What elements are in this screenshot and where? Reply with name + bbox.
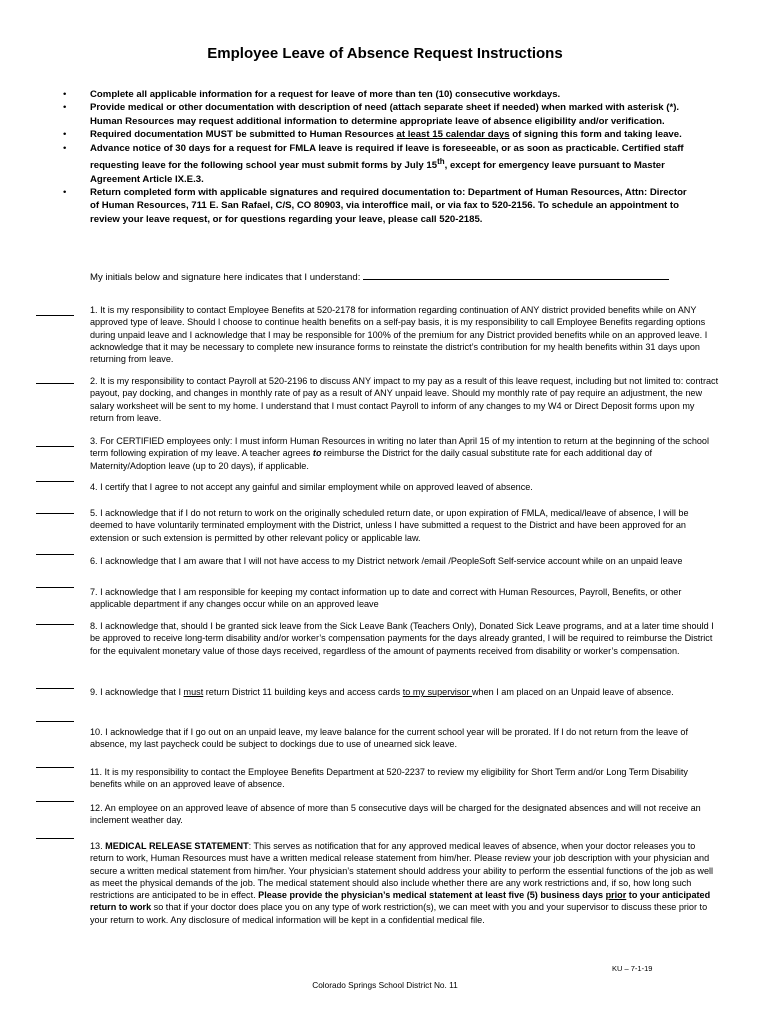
acknowledgement-10: 10. I acknowledge that if I go out on an unpaid leave, my leave balance for the current school year will be prorated. If I do not return from the leave of absence, my last paycheck could be subject to dockings due to use of unearned sick leave. xyxy=(90,727,689,750)
ack-text: so that if your doctor does place you on any type of work restriction(s), we can meet with you and your supervisor to discuss these prior to your return to work. Any disclosure of medical information will be kept in a confidential medical file. xyxy=(90,902,708,925)
initials-blank-7[interactable] xyxy=(36,587,74,588)
list-item xyxy=(63,142,693,186)
instruction-text: Return completed form with applicable signatures and required documentation to: Department of Human Resources, Attn: Director of Human Resources, 711 E. San Rafael, C/S, CO 80903, via interoffice mail, or via fax to 520-2156. To schedule an appointment to review your leave request, or for questions regarding your leave, please call 520-2185. xyxy=(90,187,687,225)
bullet-icon: • xyxy=(63,187,67,199)
initials-blank-11[interactable] xyxy=(36,767,74,768)
acknowledgement-12: 12. An employee on an approved leave of absence of more than 5 consecutive days will be charged for the designated absences and will not receive an inclement weather day. xyxy=(90,803,701,826)
acknowledgement-3 xyxy=(90,435,720,472)
initials-blank-13[interactable] xyxy=(36,838,74,839)
instructions-list xyxy=(63,88,693,226)
acknowledgement-6: 6. I acknowledge that I am aware that I will not have access to my District network /email /PeopleSoft Self-service account while on an unpaid leave xyxy=(90,556,683,566)
supervisor-underline: to my supervisor xyxy=(402,687,472,697)
prior-underline: prior xyxy=(605,890,627,901)
bullet-icon: • xyxy=(63,142,67,154)
footer-district: Colorado Springs School District No. 11 xyxy=(312,980,458,990)
instruction-text: Provide medical or other documentation with description of need (attach separate sheet if needed) when marked with asterisk (*). Human Resources may request additional information to determine appropriate leave of absence eligibility and/or verification. xyxy=(90,102,680,127)
initials-blank-5[interactable] xyxy=(36,513,74,514)
ack-text: return District 11 building keys and access cards xyxy=(203,687,403,697)
list-item xyxy=(63,101,693,128)
instruction-text: Advance notice of 30 days for a request for FMLA leave is required if leave is foreseeable, or as soon as practicable. Certified staff requesting leave for the following school year must submit forms by July 15 xyxy=(90,142,684,172)
instruction-text: Required documentation MUST be submitted to Human Resources xyxy=(90,129,397,141)
acknowledgement-13 xyxy=(90,840,720,926)
acknowledgement-4: 4. I certify that I agree to not accept any gainful and similar employment while on approved leaved of absence. xyxy=(90,482,533,492)
acknowledgement-5: 5. I acknowledge that if I do not return to work on the originally scheduled return date, or upon expiration of FMLA, medical/leave of absence, I will be deemed to have voluntarily terminated employment with the District, unless I have submitted a request to the District and have been approved for an extension or such extension is permitted by other relevant policy or applicable law. xyxy=(90,508,689,543)
initials-label: My initials below and signature here indicates that I understand: xyxy=(90,272,364,283)
form-code: KU – 7-1-19 xyxy=(612,964,653,973)
instruction-text: , except for emergency leave pursuant to Master Agreement Article IX.E.3. xyxy=(90,160,665,185)
must-underline: must xyxy=(183,687,204,697)
ack-text: : This serves as notification that for any approved medical leaves of absence, when your doctor releases you to return to work, Human Resources must have a written medical release statement from him/her. Please review your job description with your physician and secure a written medical statement from him/her. Your physician’s statement should address your ability to perform the essential functions of the job as well as meet the physical demands of the job. The medical statement should also include whether there are any work restrictions and, if so, how long such restrictions are anticipated to be in effect. xyxy=(90,841,714,901)
initials-blank-8[interactable] xyxy=(36,624,74,625)
instruction-text: Complete all applicable information for a request for leave of more than ten (10) consecutive workdays. xyxy=(90,89,561,100)
instruction-text: of signing this form and taking leave. xyxy=(509,129,682,141)
acknowledgement-8: 8. I acknowledge that, should I be granted sick leave from the Sick Leave Bank (Teachers Only), Donated Sick Leave programs, and at a later time should I be approved to receive long-term disability and/or worker’s compensation payments for the days already granted, I will be required to reimburse the District for the equivalent monetary value of those days received, regardless of the amount of payments received from disability or worker’s compensation. xyxy=(90,621,714,656)
list-item xyxy=(63,88,693,101)
bullet-icon: • xyxy=(63,129,67,141)
list-item xyxy=(63,186,693,226)
initials-blank-1[interactable] xyxy=(36,315,74,316)
ack-text: 13. xyxy=(90,841,106,851)
medical-release-heading: MEDICAL RELEASE STATEMENT xyxy=(105,841,249,851)
bullet-icon: • xyxy=(63,102,67,114)
ack-text: when I am placed on an Unpaid leave of absence. xyxy=(471,687,674,697)
acknowledgement-9 xyxy=(90,686,720,698)
initials-statement xyxy=(90,269,669,283)
initials-blank-2[interactable] xyxy=(36,383,74,384)
ack-text: 3. For CERTIFIED employees only: I must inform Human Resources in writing no later than April 15 of my intention to return at the beginning of the school term following expiration of my leave. A teacher agrees xyxy=(90,436,710,459)
emphasis-text: to xyxy=(312,448,322,459)
list-item xyxy=(63,128,693,141)
superscript: th xyxy=(437,157,445,167)
bold-text: to your anticipated return to work xyxy=(90,890,711,913)
ack-text: 9. I acknowledge that I xyxy=(90,687,184,697)
bullet-icon: • xyxy=(63,89,67,100)
initials-blank-4[interactable] xyxy=(36,481,74,482)
ack-text: reimburse the District for the daily casual substitute rate for each additional day of Maternity/Adoption leave (up to 20 days), if applicable. xyxy=(90,448,653,471)
acknowledgement-1: 1. It is my responsibility to contact Employee Benefits at 520-2178 for information regarding continuation of ANY district provided benefits while on ANY approved type of leave. Should I choose to continue health benefits on a self-pay basis, it is my responsibility to call Employee Benefits regarding options during unpaid leave and I acknowledge that I may be responsible for 100% of the premium for any District provided benefits while on an approved leave. I acknowledge that it may be necessary to complete new insurance forms to reinstate the district’s contribution for my health benefits within 31 days upon returning from leave. xyxy=(90,305,708,365)
initials-blank-3[interactable] xyxy=(36,446,74,447)
initials-blank-12[interactable] xyxy=(36,801,74,802)
bold-text: Please provide the physician’s medical statement at least five (5) business days xyxy=(258,890,606,901)
initials-blank-9[interactable] xyxy=(36,688,74,689)
acknowledgement-2: 2. It is my responsibility to contact Payroll at 520-2196 to discuss ANY impact to my pay as a result of this leave request, including but not limited to: contract payout, pay docking, and changes in monthly rate of pay as a result of ANY unpaid leave. Should my monthly rate of pay require an adjustment, the new salary worksheet will be sent to my home. I understand that I must contact Payroll to inform of any changes to my W4 or Direct Deposit forms upon my return from leave. xyxy=(90,376,719,423)
acknowledgement-7: 7. I acknowledge that I am responsible for keeping my contact information up to date and correct with Human Resources, Payroll, Benefits, or other applicable department if any changes occur while on an approved leave xyxy=(90,587,682,610)
document-title: Employee Leave of Absence Request Instructions xyxy=(207,45,563,62)
acknowledgement-11: 11. It is my responsibility to contact the Employee Benefits Department at 520-2237 to review my eligibility for Short Term and/or Long Term Disability benefits while on an approved leave of absence. xyxy=(90,767,688,790)
signature-line[interactable] xyxy=(363,269,669,280)
initials-blank-6[interactable] xyxy=(36,554,74,555)
deadline-underline: at least 15 calendar days xyxy=(396,129,510,141)
initials-blank-10[interactable] xyxy=(36,721,74,722)
